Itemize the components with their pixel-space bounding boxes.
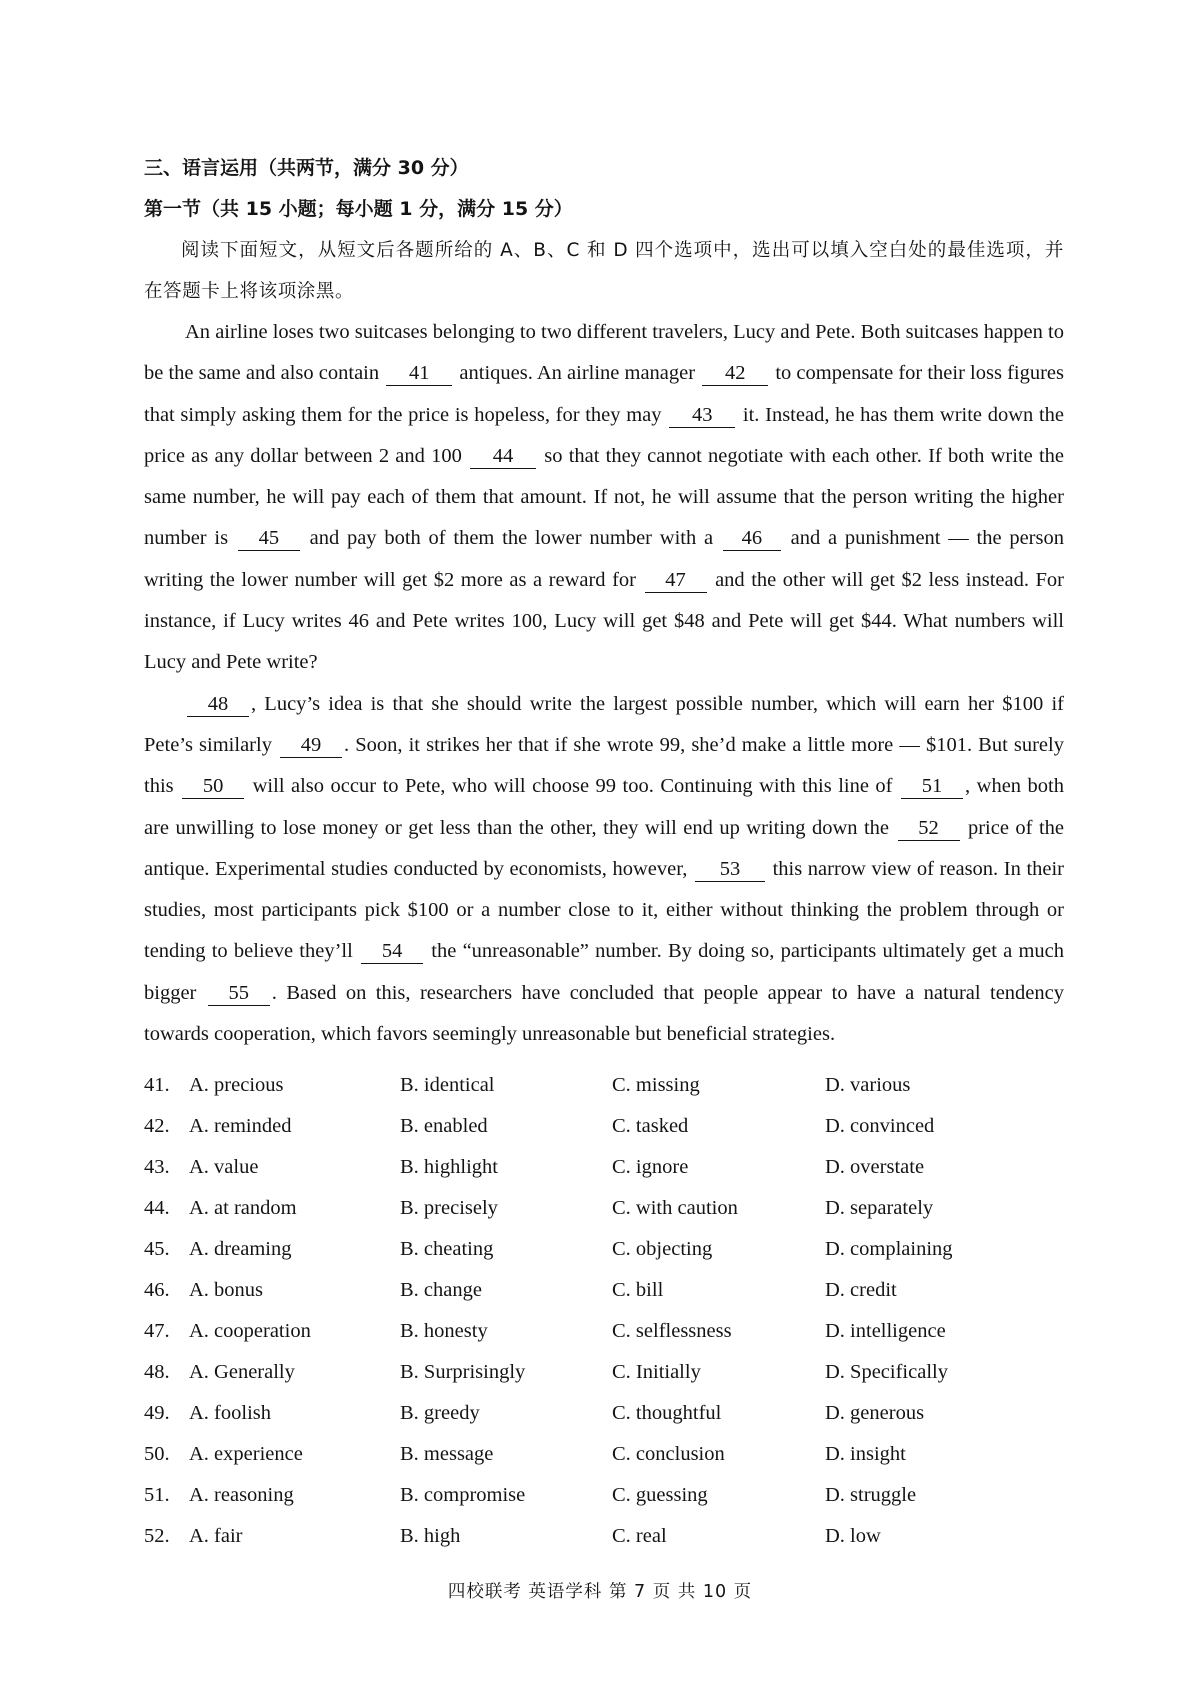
blank-55: 55 — [208, 981, 270, 1006]
question-row — [144, 1229, 1064, 1270]
option-b: B. precisely — [400, 1197, 498, 1220]
passage-text: and a punishment — the person writing the lower number will get $2 more as a reward for — [144, 527, 1064, 591]
option-a: A. fair — [189, 1525, 243, 1548]
option-c: C. real — [612, 1525, 667, 1548]
option-a: A. value — [189, 1156, 259, 1179]
question-number: 51. — [144, 1484, 170, 1507]
option-b: B. cheating — [400, 1238, 494, 1261]
option-b: B. change — [400, 1279, 482, 1302]
section-heading: 三、语言运用（共两节，满分 30 分） — [144, 157, 469, 179]
blank-52: 52 — [898, 816, 960, 841]
option-c: C. ignore — [612, 1156, 689, 1179]
option-c: C. Initially — [612, 1361, 701, 1384]
option-a: A. experience — [189, 1443, 303, 1466]
option-b: B. honesty — [400, 1320, 488, 1343]
passage-text: will also occur to Pete, who will choose 99 too. Continuing with this line of — [246, 775, 900, 798]
passage-text: An airline loses two suitcases belonging to two different travelers, Lucy and Pete. Both suitcases happen to be the same and also contain — [144, 321, 1064, 385]
option-a: A. dreaming — [189, 1238, 292, 1261]
exam-page — [144, 148, 1064, 1557]
passage-text: and the other will get $2 less instead. For instance, if Lucy writes 46 and Pete writes 100, Lucy will get $48 and Pete will get $44. What numbers will Lucy and Pete write? — [144, 568, 1064, 674]
question-number: 45. — [144, 1238, 170, 1261]
blank-43: 43 — [669, 403, 735, 428]
question-row — [144, 1393, 1064, 1434]
question-row — [144, 1475, 1064, 1516]
option-d: D. credit — [825, 1279, 897, 1302]
option-a: A. foolish — [189, 1402, 271, 1425]
option-a: A. at random — [189, 1197, 297, 1220]
blank-46: 46 — [723, 526, 781, 551]
option-c: C. tasked — [612, 1115, 689, 1138]
option-a: A. bonus — [189, 1279, 264, 1302]
question-row — [144, 1188, 1064, 1229]
blank-44: 44 — [470, 444, 536, 469]
option-b: B. identical — [400, 1074, 495, 1097]
option-c: C. conclusion — [612, 1443, 725, 1466]
question-number: 52. — [144, 1525, 170, 1548]
option-c: C. guessing — [612, 1484, 708, 1507]
question-number: 42. — [144, 1115, 170, 1138]
option-b: B. enabled — [400, 1115, 488, 1138]
question-row — [144, 1434, 1064, 1475]
option-b: B. message — [400, 1443, 494, 1466]
option-b: B. compromise — [400, 1484, 526, 1507]
blank-49: 49 — [280, 733, 342, 758]
option-d: D. overstate — [825, 1156, 925, 1179]
passage-paragraph-1 — [144, 312, 1064, 684]
option-d: D. intelligence — [825, 1320, 946, 1343]
option-a: A. Generally — [189, 1361, 295, 1384]
blank-45: 45 — [238, 526, 300, 551]
passage-text: so that they cannot negotiate with each other. If both write the same number, he will pay each of them that amount. If not, he will assume that the person writing the higher number is — [144, 444, 1064, 550]
passage-text: . Based on this, researchers have concluded that people appear to have a natural tendency towards cooperation, which favors seemingly unreasonable but beneficial strategies. — [144, 981, 1064, 1046]
blank-47: 47 — [645, 568, 707, 593]
question-number: 44. — [144, 1197, 170, 1220]
option-d: D. complaining — [825, 1238, 953, 1261]
option-d: D. insight — [825, 1443, 906, 1466]
option-c: C. bill — [612, 1279, 664, 1302]
option-b: B. Surprisingly — [400, 1361, 526, 1384]
option-c: C. objecting — [612, 1238, 713, 1261]
passage-text: to compensate for their loss figures that simply asking them for the price is hopeless, for they may — [144, 362, 1065, 426]
passage-text: price of the antique. Experimental studies conducted by economists, however, — [144, 816, 1064, 880]
instructions: 阅读下面短文，从短文后各题所给的 A、B、C 和 D 四个选项中，选出可以填入空白处的最佳选项，并在答题卡上将该项涂黑。 — [144, 240, 1064, 302]
blank-48: 48 — [187, 692, 249, 717]
option-a: A. precious — [189, 1074, 284, 1097]
option-b: B. highlight — [400, 1156, 498, 1179]
option-c: C. missing — [612, 1074, 700, 1097]
question-number: 46. — [144, 1279, 170, 1302]
passage-text: , Lucy’s idea is that she should write the largest possible number, which will earn her $100 if Pete’s similarly — [144, 692, 1064, 756]
question-number: 48. — [144, 1361, 170, 1384]
option-d: D. struggle — [825, 1484, 917, 1507]
question-number: 47. — [144, 1320, 170, 1343]
option-b: B. greedy — [400, 1402, 480, 1425]
question-row — [144, 1352, 1064, 1393]
passage-text: . Soon, it strikes her that if she wrote 99, she’d make a little more — $101. But surely this — [144, 733, 1064, 798]
option-c: C. with caution — [612, 1197, 738, 1220]
option-a: A. cooperation — [189, 1320, 311, 1343]
option-a: A. reasoning — [189, 1484, 294, 1507]
question-row — [144, 1106, 1064, 1147]
question-row — [144, 1147, 1064, 1188]
passage-text: , when both are unwilling to lose money or get less than the other, they will end up writing down the — [144, 775, 1064, 839]
option-d: D. generous — [825, 1402, 925, 1425]
passage-text: this narrow view of reason. In their studies, most participants pick $100 or a number close to it, either without thinking the problem through or tending to believe they’ll — [144, 857, 1065, 963]
option-a: A. reminded — [189, 1115, 292, 1138]
blank-41: 41 — [386, 361, 452, 386]
blank-51: 51 — [901, 774, 963, 799]
option-d: D. convinced — [825, 1115, 935, 1138]
question-number: 41. — [144, 1074, 170, 1097]
subsection-heading: 第一节（共 15 小题；每小题 1 分，满分 15 分） — [144, 198, 573, 220]
question-number: 50. — [144, 1443, 170, 1466]
passage-text: antiques. An airline manager — [454, 362, 701, 385]
passage-text: it. Instead, he has them write down the price as any dollar between 2 and 100 — [144, 403, 1064, 467]
option-b: B. high — [400, 1525, 461, 1548]
blank-42: 42 — [702, 361, 768, 386]
question-row — [144, 1270, 1064, 1311]
question-number: 49. — [144, 1402, 170, 1425]
option-c: C. thoughtful — [612, 1402, 722, 1425]
page-footer: 四校联考 英语学科 第 7 页 共 10 页 — [447, 1582, 753, 1602]
passage-text: the “unreasonable” number. By doing so, participants ultimately get a much bigger — [144, 940, 1064, 1004]
blank-54: 54 — [361, 939, 423, 964]
passage-paragraph-2 — [144, 684, 1064, 1056]
passage-text: and pay both of them the lower number with a — [301, 527, 721, 550]
blank-50: 50 — [182, 774, 244, 799]
option-d: D. various — [825, 1074, 911, 1097]
option-c: C. selflessness — [612, 1320, 732, 1343]
option-d: D. Specifically — [825, 1361, 948, 1384]
option-d: D. low — [825, 1525, 881, 1548]
question-row — [144, 1311, 1064, 1352]
question-row — [144, 1065, 1064, 1106]
options-list — [144, 1065, 1064, 1557]
option-d: D. separately — [825, 1197, 934, 1220]
question-row — [144, 1516, 1064, 1557]
blank-53: 53 — [695, 857, 765, 882]
question-number: 43. — [144, 1156, 170, 1179]
